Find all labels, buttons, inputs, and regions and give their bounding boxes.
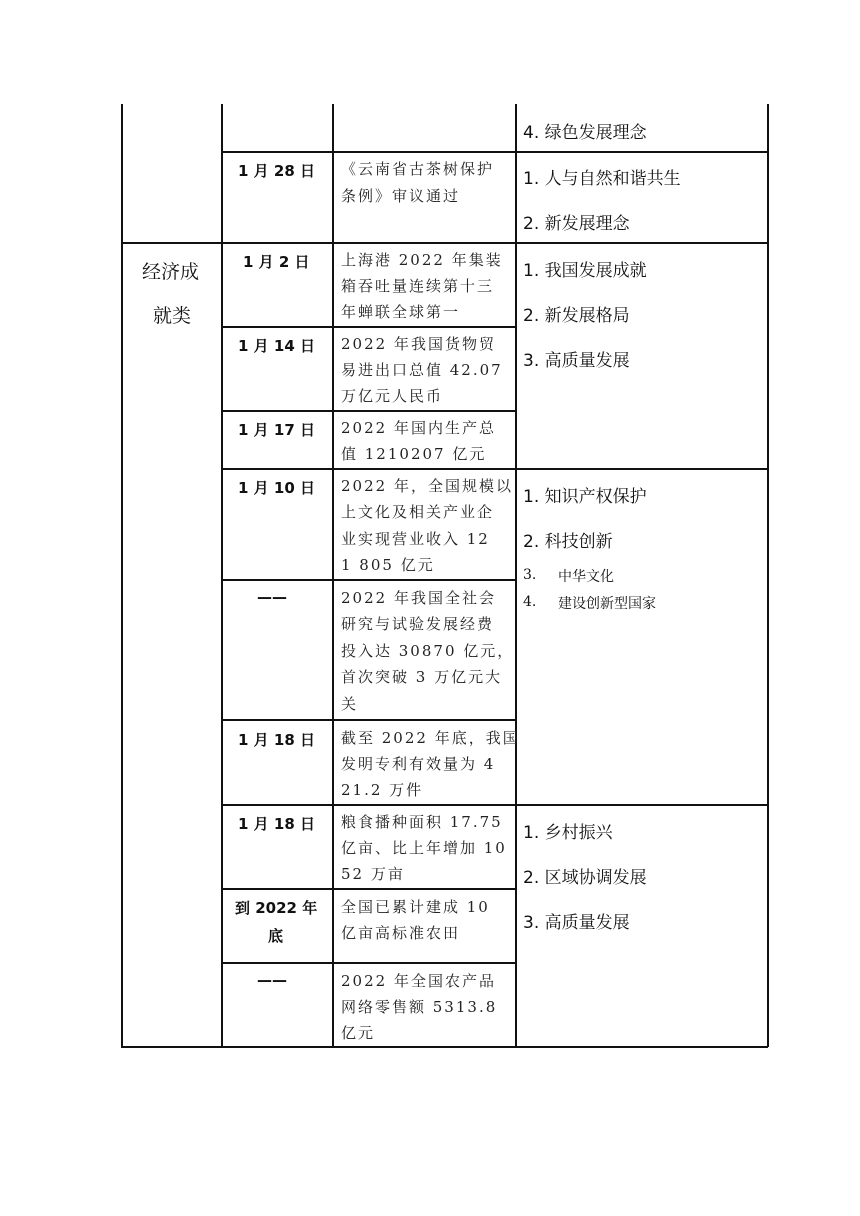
event-cell: 亿亩高标准农田 <box>341 924 461 942</box>
table-border <box>221 410 516 412</box>
event-cell: 上文化及相关产业企 <box>341 503 495 521</box>
topic-item: 1. 知识产权保护 <box>523 487 647 507</box>
table-border <box>121 1046 768 1048</box>
event-cell: 《云南省古茶树保护 <box>341 160 495 178</box>
topic-item: 中华文化 <box>558 569 614 585</box>
date-cell: 1 月 28 日 <box>238 162 315 180</box>
topic-item: 1. 乡村振兴 <box>523 823 613 843</box>
event-cell: 上海港 2022 年集装 <box>341 251 503 269</box>
event-cell: 研究与试验发展经费 <box>341 615 495 633</box>
date-cell: 1 月 18 日 <box>238 731 315 749</box>
event-cell: 2022 年全国农产品 <box>341 972 496 990</box>
date-cell: —— <box>257 971 287 989</box>
topic-item-number: 3. <box>523 567 537 583</box>
event-cell: 关 <box>341 695 359 713</box>
topic-item: 4. 绿色发展理念 <box>523 123 647 143</box>
category-label: 经济成 <box>142 261 200 283</box>
date-cell: 1 月 2 日 <box>243 253 310 271</box>
event-cell: 条例》审议通过 <box>341 187 461 205</box>
topic-item: 建设创新型国家 <box>558 596 656 612</box>
event-cell: 万亿元人民币 <box>341 387 444 405</box>
date-cell: 1 月 17 日 <box>238 421 315 439</box>
date-cell: 1 月 18 日 <box>238 815 315 833</box>
event-cell: 2022 年我国货物贸 <box>341 335 496 353</box>
event-cell: 21.2 万件 <box>341 781 424 799</box>
table-border <box>221 468 768 470</box>
topic-item: 2. 新发展理念 <box>523 214 630 234</box>
table-border <box>121 104 123 1047</box>
event-cell: 亿亩、比上年增加 10 <box>341 839 507 857</box>
event-cell: 易进出口总值 42.07 <box>341 361 503 379</box>
event-cell: 首次突破 3 万亿元大 <box>341 668 503 686</box>
table-border <box>515 104 517 1047</box>
table-border <box>221 719 516 721</box>
date-cell: 到 2022 年 <box>235 899 318 917</box>
date-cell: 1 月 10 日 <box>238 479 315 497</box>
category-label: 就类 <box>153 305 192 327</box>
topic-item: 2. 区域协调发展 <box>523 868 647 888</box>
topic-item: 2. 新发展格局 <box>523 306 630 326</box>
event-cell: 截至 2022 年底，我国 <box>341 729 520 747</box>
event-cell: 1 805 亿元 <box>341 556 435 574</box>
topic-item: 3. 高质量发展 <box>523 913 630 933</box>
event-cell: 值 1210207 亿元 <box>341 445 487 463</box>
event-cell: 全国已累计建成 10 <box>341 898 490 916</box>
topic-item: 2. 科技创新 <box>523 532 613 552</box>
table-border <box>221 326 516 328</box>
table-border <box>221 151 768 153</box>
event-cell: 2022 年我国全社会 <box>341 589 496 607</box>
event-cell: 投入达 30870 亿元， <box>341 642 515 660</box>
table-border <box>121 242 768 244</box>
topic-item: 1. 人与自然和谐共生 <box>523 169 681 189</box>
event-cell: 业实现营业收入 12 <box>341 530 490 548</box>
event-cell: 年蝉联全球第一 <box>341 303 461 321</box>
table-border <box>221 104 223 1047</box>
topic-item: 1. 我国发展成就 <box>523 261 647 281</box>
table-border <box>221 962 516 964</box>
date-cell: —— <box>257 588 287 606</box>
event-cell: 粮食播种面积 17.75 <box>341 813 503 831</box>
event-cell: 2022 年，全国规模以 <box>341 477 513 495</box>
topic-item-number: 4. <box>523 594 537 610</box>
table-border <box>332 104 334 1047</box>
topic-item: 3. 高质量发展 <box>523 351 630 371</box>
table-border <box>221 579 516 581</box>
event-cell: 亿元 <box>341 1024 376 1042</box>
table-border <box>221 804 768 806</box>
event-cell: 发明专利有效量为 4 <box>341 755 496 773</box>
table-border <box>767 104 769 1047</box>
event-cell: 网络零售额 5313.8 <box>341 998 498 1016</box>
event-cell: 52 万亩 <box>341 865 405 883</box>
date-cell: 1 月 14 日 <box>238 337 315 355</box>
event-cell: 2022 年国内生产总 <box>341 419 496 437</box>
event-cell: 箱吞吐量连续第十三 <box>341 277 495 295</box>
table-border <box>221 888 516 890</box>
date-cell: 底 <box>268 927 284 945</box>
